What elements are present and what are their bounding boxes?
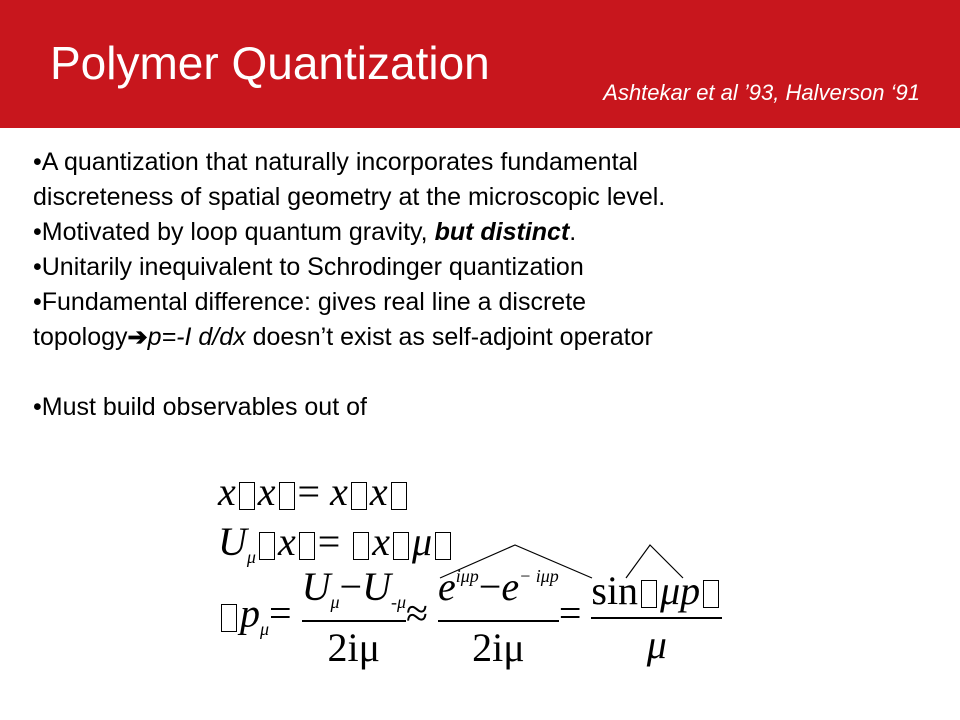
minus-sign: − <box>478 564 502 609</box>
num-U-sub: -μ <box>391 592 407 612</box>
fraction-3-denominator: μ <box>646 621 667 667</box>
bullet-1-line-2: discreteness of spatial geometry at the microscopic level. <box>33 183 666 211</box>
bracket-symbol <box>299 532 315 560</box>
fraction-1-denominator: 2iμ <box>327 625 381 670</box>
eq1-x: x <box>257 469 276 514</box>
minus-sign: − <box>339 564 363 609</box>
bracket-symbol <box>393 532 409 560</box>
num-U: U <box>362 564 391 609</box>
eq3-equals: = <box>269 590 292 636</box>
eq3-equals: = <box>558 590 582 636</box>
sin-function: sin <box>591 567 639 613</box>
eq2-U-sub: μ <box>246 547 256 567</box>
fraction-3-numerator <box>591 569 722 613</box>
exp-sup: iμp <box>455 566 479 586</box>
exp-sup: − iμp <box>519 566 559 586</box>
fraction-2-numerator <box>438 565 559 616</box>
bracket-symbol <box>279 482 295 510</box>
fraction-1 <box>302 565 406 670</box>
num-U: U <box>301 564 331 609</box>
bracket-symbol <box>391 482 407 510</box>
bullet-2-emphasis: but distinct <box>434 218 570 246</box>
eq2-mu: μ <box>412 519 433 564</box>
bullet-4-rest: doesn’t exist as self-adjoint operator <box>245 323 653 351</box>
fraction-bar <box>438 620 559 622</box>
bracket-symbol <box>239 482 255 510</box>
arrow-right-icon: ➔ <box>127 324 148 351</box>
bullet-2-text: •Motivated by loop quantum gravity, <box>33 218 435 246</box>
fraction-bar <box>591 617 722 619</box>
eq2-x: x <box>372 519 391 564</box>
eq1-x: x <box>330 469 348 514</box>
exp-e: e <box>437 564 456 609</box>
bullet-4-topology: topology <box>33 323 128 351</box>
bullet-4-line-2 <box>33 320 933 355</box>
fraction-1-numerator <box>302 565 406 616</box>
eq1-x: x <box>369 469 388 514</box>
eq3-p-sub: μ <box>260 618 270 639</box>
bullet-1-line-1: •A quantization that naturally incorporates fundamental <box>33 148 638 176</box>
blank-line <box>33 355 933 390</box>
fraction-2-denominator: 2iμ <box>472 625 525 670</box>
title-banner <box>0 0 960 128</box>
bracket-symbol <box>259 532 275 560</box>
exp-e: e <box>501 564 520 609</box>
bullet-4-operator: p=-I d/dx <box>147 323 246 351</box>
fraction-3 <box>591 569 722 667</box>
bracket-symbol <box>703 580 719 608</box>
equation-1 <box>218 468 410 515</box>
equation-2 <box>218 518 454 565</box>
bracket-symbol <box>221 604 237 632</box>
eq2-x: x <box>277 519 296 564</box>
bullet-2 <box>33 215 933 250</box>
bracket-symbol <box>351 482 367 510</box>
bracket-symbol <box>353 532 369 560</box>
eq2-U: U <box>218 519 247 564</box>
bracket-symbol <box>435 532 451 560</box>
bullet-3: •Unitarily inequivalent to Schrodinger quantization <box>33 253 584 281</box>
bracket-symbol <box>641 580 657 608</box>
approx-sign: ≈ <box>406 590 428 636</box>
slide-title: Polymer Quantization <box>50 37 490 89</box>
eq1-equals: = <box>297 469 321 514</box>
eq3-p: p <box>240 590 260 636</box>
bullet-list <box>33 145 933 425</box>
bullet-4-line-1: •Fundamental difference: gives real line a discrete <box>33 288 587 316</box>
eq2-equals: = <box>317 519 341 564</box>
citation: Ashtekar et al ’93, Halverson ‘91 <box>603 80 920 105</box>
sin-argument: μp <box>660 567 701 613</box>
num-U-sub: μ <box>330 592 340 612</box>
fraction-2 <box>438 565 559 670</box>
bullet-5: •Must build observables out of <box>33 393 367 421</box>
bullet-2-end: . <box>569 218 577 246</box>
equation-3 <box>218 565 722 670</box>
eq1-x: x <box>218 469 236 514</box>
fraction-bar <box>302 620 406 622</box>
